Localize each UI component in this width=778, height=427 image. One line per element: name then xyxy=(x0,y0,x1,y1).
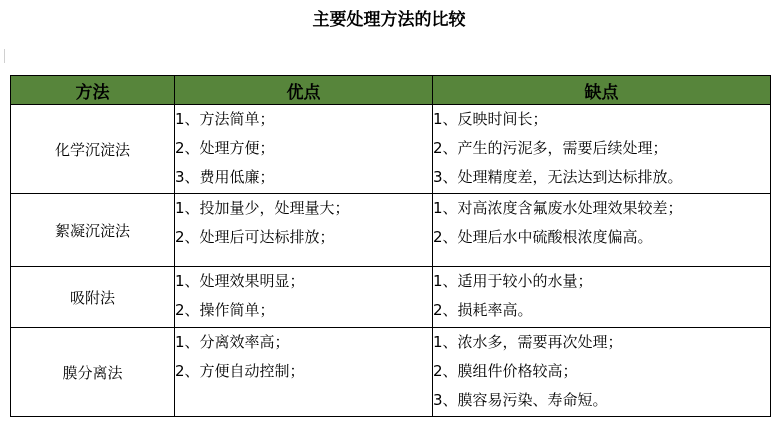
pros-item: 2、处理后可达标排放； xyxy=(175,228,335,246)
table-row xyxy=(11,267,771,328)
cons-item: 1、适用于较小的水量； xyxy=(433,272,593,290)
table-row xyxy=(11,328,771,417)
pros-cell xyxy=(175,105,433,194)
pros-item: 1、分离效率高； xyxy=(175,333,290,351)
page-title: 主要处理方法的比较 xyxy=(312,10,466,30)
table-row xyxy=(11,105,771,194)
pros-item: 1、投加量少，处理量大； xyxy=(175,199,350,217)
method-cell: 吸附法 xyxy=(11,267,175,328)
pros-item: 1、方法简单； xyxy=(175,110,275,128)
comparison-table xyxy=(10,75,771,417)
cons-item: 2、处理后水中硫酸根浓度偏高。 xyxy=(433,228,653,246)
pros-item: 2、方便自动控制； xyxy=(175,362,305,380)
cons-item: 2、损耗率高。 xyxy=(433,301,533,319)
cons-item: 1、反映时间长； xyxy=(433,110,548,128)
method-cell: 絮凝沉淀法 xyxy=(11,194,175,267)
table-header-row xyxy=(11,76,771,105)
cons-cell xyxy=(433,194,771,267)
pros-cell xyxy=(175,194,433,267)
cons-item: 1、浓水多，需要再次处理； xyxy=(433,333,623,351)
cons-cell xyxy=(433,267,771,328)
pros-cell xyxy=(175,267,433,328)
header-pros: 优点 xyxy=(175,76,433,105)
cons-item: 2、产生的污泥多，需要后续处理； xyxy=(433,139,668,157)
pros-cell xyxy=(175,328,433,417)
table-row xyxy=(11,194,771,267)
header-method: 方法 xyxy=(11,76,175,105)
cons-item: 1、对高浓度含氟废水处理效果较差； xyxy=(433,199,683,217)
pros-item: 3、费用低廉； xyxy=(175,168,275,186)
pros-item: 1、处理效果明显； xyxy=(175,272,305,290)
cons-item: 3、处理精度差，无法达到达标排放。 xyxy=(433,168,683,186)
margin-marker xyxy=(4,49,5,63)
method-cell: 化学沉淀法 xyxy=(11,105,175,194)
cons-item: 3、膜容易污染、寿命短。 xyxy=(433,391,608,409)
cons-item: 2、膜组件价格较高； xyxy=(433,362,578,380)
pros-item: 2、操作简单； xyxy=(175,301,275,319)
cons-cell xyxy=(433,105,771,194)
pros-item: 2、处理方便； xyxy=(175,139,275,157)
cons-cell xyxy=(433,328,771,417)
header-cons: 缺点 xyxy=(433,76,771,105)
method-cell: 膜分离法 xyxy=(11,328,175,417)
